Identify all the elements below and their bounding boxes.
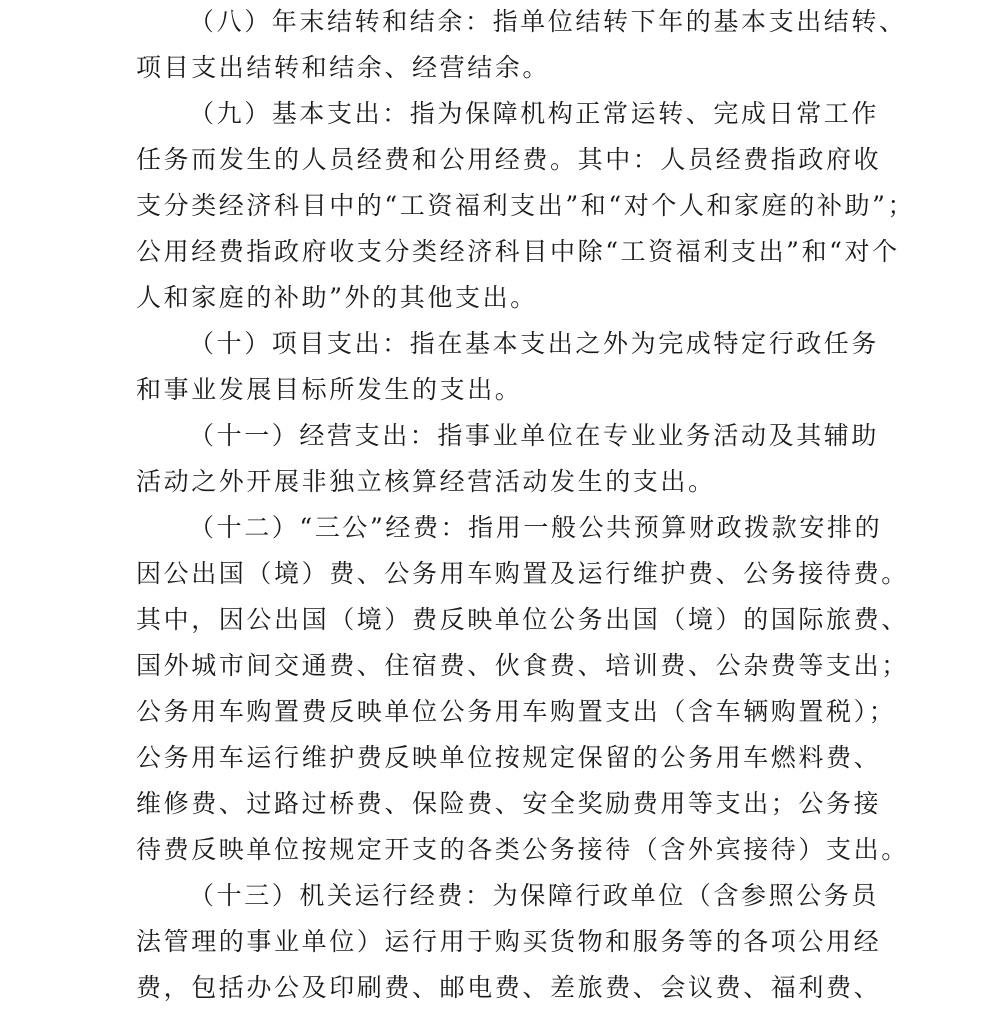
paragraph-8-line-1: （八）年末结转和结余：指单位结转下年的基本支出结转、 xyxy=(189,7,907,36)
paragraph-13-line-2: 法管理的事业单位）运行用于购买货物和服务等的各项公用经 xyxy=(136,927,882,956)
paragraph-13-line-3: 费，包括办公及印刷费、邮电费、差旅费、会议费、福利费、 xyxy=(136,973,882,1002)
paragraph-8-line-2: 项目支出结转和结余、经营结余。 xyxy=(136,53,551,82)
paragraph-11-line-2: 活动之外开展非独立核算经营活动发生的支出。 xyxy=(136,467,716,496)
paragraph-12-line-3: 其中，因公出国（境）费反映单位公务出国（境）的国际旅费、 xyxy=(136,605,909,634)
paragraph-11-line-1: （十一）经营支出：指事业单位在专业业务活动及其辅助 xyxy=(189,421,880,450)
paragraph-13-line-1: （十三）机关运行经费：为保障行政单位（含参照公务员 xyxy=(189,881,880,910)
paragraph-12-line-2: 因公出国（境）费、公务用车购置及运行维护费、公务接待费。 xyxy=(136,559,909,588)
paragraph-12-line-1: （十二）“三公”经费：指用一般公共预算财政拨款安排的 xyxy=(189,513,883,542)
paragraph-12-line-8: 待费反映单位按规定开支的各类公务接待（含外宾接待）支出。 xyxy=(136,835,909,864)
paragraph-9-line-3: 支分类经济科目中的“工资福利支出”和“对个人和家庭的补助”； xyxy=(136,191,916,220)
paragraph-12-line-4: 国外城市间交通费、住宿费、伙食费、培训费、公杂费等支出； xyxy=(136,651,909,680)
paragraph-12-line-6: 公务用车运行维护费反映单位按规定保留的公务用车燃料费、 xyxy=(136,743,882,772)
paragraph-9-line-2: 任务而发生的人员经费和公用经费。其中：人员经费指政府收 xyxy=(136,145,882,174)
paragraph-12-line-5: 公务用车购置费反映单位公务用车购置支出（含车辆购置税）； xyxy=(136,697,897,726)
paragraph-10-line-1: （十）项目支出：指在基本支出之外为完成特定行政任务 xyxy=(189,329,880,358)
paragraph-12-line-7: 维修费、过路过桥费、保险费、安全奖励费用等支出；公务接 xyxy=(136,789,882,818)
paragraph-9-line-1: （九）基本支出：指为保障机构正常运转、完成日常工作 xyxy=(189,99,880,128)
paragraph-9-line-4: 公用经费指政府收支分类经济科目中除“工资福利支出”和“对个 xyxy=(136,237,900,266)
paragraph-9-line-5: 人和家庭的补助”外的其他支出。 xyxy=(136,283,538,312)
paragraph-10-line-2: 和事业发展目标所发生的支出。 xyxy=(136,375,523,404)
